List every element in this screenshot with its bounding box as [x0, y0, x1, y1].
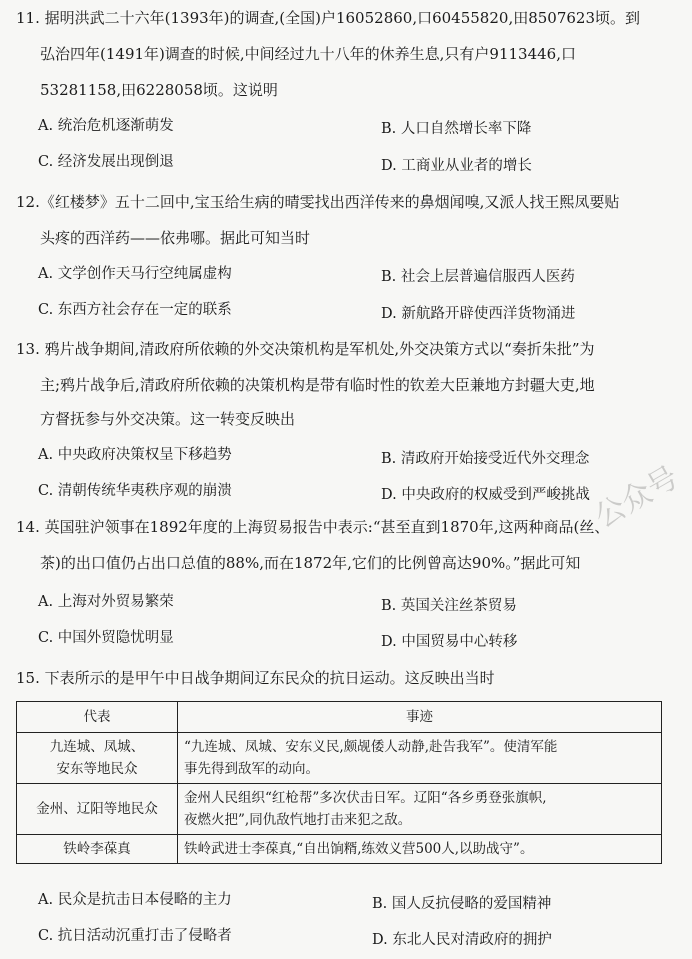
- table-cell-deeds: [178, 784, 662, 835]
- q15-line-1: 15. 下表所示的是甲午中日战争期间辽东民众的抗日运动。这反映出当时: [16, 669, 495, 687]
- q15-option-c[interactable]: C. 抗日活动沉重打击了侵略者: [38, 928, 232, 944]
- q12-option-c[interactable]: C. 东西方社会存在一定的联系: [38, 302, 232, 318]
- q14-line-2: 茶)的出口值仍占出口总值的88%,而在1872年,它们的比例曾高达90%。”据此可知: [40, 554, 581, 572]
- q11-option-c[interactable]: C. 经济发展出现倒退: [38, 154, 174, 170]
- q12-option-d[interactable]: D. 新航路开辟使西洋货物涌进: [381, 306, 576, 322]
- q11-option-b[interactable]: B. 人口自然增长率下降: [381, 121, 532, 137]
- cell-text: 事先得到敌军的动向。: [184, 761, 319, 777]
- table-cell-deeds: [178, 733, 662, 784]
- q14-line-1: 14. 英国驻沪领事在1892年度的上海贸易报告中表示:“甚至直到1870年,这两种商品(丝、: [16, 518, 610, 536]
- cell-text: 夜燃火把”,同仇敌忾地打击来犯之敌。: [184, 812, 412, 828]
- q11-line-1: 11. 据明洪武二十六年(1393年)的调查,(全国)户16052860,口60455820,田8507623顷。到: [16, 9, 641, 27]
- header-deeds: 事迹: [178, 702, 662, 733]
- q13-option-b[interactable]: B. 清政府开始接受近代外交理念: [381, 451, 590, 467]
- q11-option-a[interactable]: A. 统治危机逐渐萌发: [38, 118, 174, 134]
- q15-option-d[interactable]: D. 东北人民对清政府的拥护: [372, 932, 552, 948]
- table-cell-representative: [17, 733, 178, 784]
- cell-text: “九连城、凤城、安东义民,颇觇倭人动静,赴告我军”。使清军能: [184, 739, 558, 755]
- header-representative: 代表: [17, 702, 178, 733]
- q12-option-b[interactable]: B. 社会上层普遍信服西人医药: [381, 269, 575, 285]
- cell-text: 金州、辽阳等地民众: [36, 801, 158, 817]
- q13-line-3: 方督抚参与外交决策。这一转变反映出: [40, 410, 296, 428]
- resistance-table: [16, 701, 662, 864]
- q15-option-a[interactable]: A. 民众是抗击日本侵略的主力: [38, 892, 232, 908]
- cell-text: 金州人民组织“红枪帮”多次伏击日军。辽阳“各乡勇登张旗帜,: [184, 790, 547, 806]
- q12-line-1: 12.《红楼梦》五十二回中,宝玉给生病的晴雯找出西洋传来的鼻烟闻嗅,又派人找王熙凤要贴: [16, 193, 620, 211]
- table-row: [17, 784, 662, 835]
- table-cell-deeds: [178, 835, 662, 864]
- q12-line-2: 头疼的西洋药——依弗哪。据此可知当时: [40, 229, 311, 247]
- q12-option-a[interactable]: A. 文学创作天马行空纯属虚构: [38, 266, 232, 282]
- q11-line-2: 弘治四年(1491年)调查的时候,中间经过九十八年的休养生息,只有户9113446,口: [40, 45, 576, 63]
- q13-option-a[interactable]: A. 中央政府决策权呈下移趋势: [38, 447, 232, 463]
- cell-text: 铁岭武进士李葆真,“自出饷糈,练效义营500人,以助战守”。: [184, 841, 534, 857]
- q11-option-d[interactable]: D. 工商业从业者的增长: [381, 158, 532, 174]
- cell-text: 九连城、凤城、: [49, 739, 145, 755]
- table-row: [17, 835, 662, 864]
- q14-option-b[interactable]: B. 英国关注丝茶贸易: [381, 598, 517, 614]
- table-cell-representative: [17, 784, 178, 835]
- q14-option-d[interactable]: D. 中国贸易中心转移: [381, 634, 518, 650]
- table-header-row: [17, 702, 662, 733]
- cell-text: 安东等地民众: [56, 761, 138, 777]
- q13-line-2: 主;鸦片战争后,清政府所依赖的决策机构是带有临时性的钦差大臣兼地方封疆大吏,地: [40, 376, 595, 394]
- q13-option-c[interactable]: C. 清朝传统华夷秩序观的崩溃: [38, 483, 232, 499]
- watermark: 公众号: [589, 459, 685, 536]
- q14-option-c[interactable]: C. 中国外贸隐忧明显: [38, 630, 174, 646]
- q15-option-b[interactable]: B. 国人反抗侵略的爱国精神: [372, 896, 552, 912]
- table-row: [17, 733, 662, 784]
- q13-option-d[interactable]: D. 中央政府的权威受到严峻挑战: [381, 487, 590, 503]
- table-cell-representative: [17, 835, 178, 864]
- q13-line-1: 13. 鸦片战争期间,清政府所依赖的外交决策机构是军机处,外交决策方式以“奏折朱批”为: [16, 340, 595, 358]
- cell-text: 铁岭李葆真: [63, 841, 131, 857]
- q11-line-3: 53281158,田6228058顷。这说明: [40, 81, 278, 99]
- q14-option-a[interactable]: A. 上海对外贸易繁荣: [38, 594, 174, 610]
